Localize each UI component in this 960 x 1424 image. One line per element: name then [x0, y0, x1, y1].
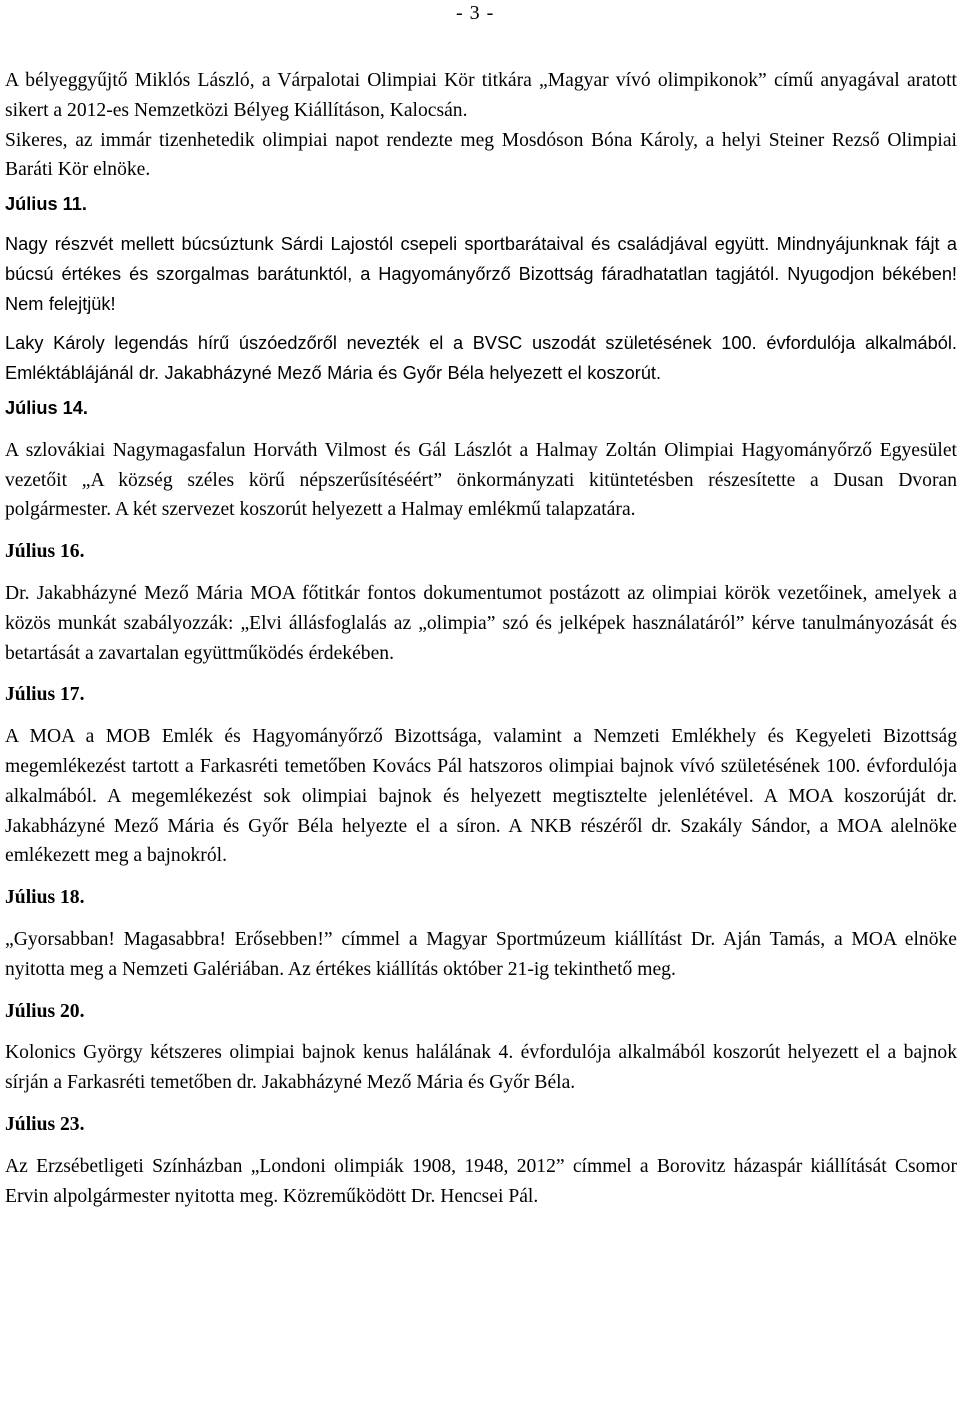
date-heading-july-18: Július 18. — [5, 887, 85, 909]
page-number: - 3 - — [456, 2, 495, 24]
paragraph-condolence: Nagy részvét mellett búcsúztunk Sárdi Lajostól csepeli sportbarátaival és családjával együtt. Mindnyájunknak fájt a búcsú értékes és szorgalmas barátunktól, a Hagyományőrző Bizottság fáradhatatlan tagjától. Nyugodjon békében! Nem felejtjük! — [5, 233, 957, 314]
date-heading-july-17: Július 17. — [5, 684, 85, 706]
date-heading-july-20: Július 20. — [5, 1000, 85, 1022]
paragraph-moa-document: Dr. Jakabházyné Mező Mária MOA főtitkár fontos dokumentumot postázott az olimpiai körök vezetőinek, amelyek a közös munkát szabályozzák: „Elvi állásfoglalás az „olimpia” szó és jelképek használatáról” kérve tanulmányozását és betartását a zavartalan együttműködés érdekében. — [5, 582, 957, 664]
paragraph-stamp-collector: A bélyeggyűjtő Miklós László, a Várpalotai Olimpiai Kör titkára „Magyar vívó olimpikonok” című anyagával aratott sikert a 2012-es Nemzetközi Bélyeg Kiállításon, Kalocsán. — [5, 70, 957, 121]
paragraph-london-olympics-exhibition: Az Erzsébetligeti Színházban „Londoni olimpiák 1908, 1948, 2012” címmel a Borovitz házaspár kiállítását Csomor Ervin alpolgármester nyitotta meg. Közreműködött Dr. Hencsei Pál. — [5, 1155, 957, 1207]
date-heading-july-23: Július 23. — [5, 1113, 85, 1135]
paragraph-kovacs-pal-memorial: A MOA a MOB Emlék és Hagyományőrző Bizottsága, valamint a Nemzeti Emlékhely és Kegyeleti Bizottság megemlékezést tartott a Farkasréti temetőben Kovács Pál hatszoros olimpiai bajnok vívó születésének 100. évfordulója alkalmából. A megemlékezést sok olimpiai bajnok és helyezett megtisztelte jelenlétével. A MOA koszorúját dr. Jakabházyné Mező Mária és Győr Béla helyezte el a síron. A NKB részéről dr. Szakály Sándor, a MOA alelnöke emlékezett meg a bajnokról. — [5, 726, 957, 867]
paragraph-bvsc-pool: Laky Károly legendás hírű úszóedzőről nevezték el a BVSC uszodát születésének 100. évfordulója alkalmából. Emléktáblájánál dr. Jakabházyné Mező Mária és Győr Béla helyezett el koszorút. — [5, 333, 957, 384]
date-heading-july-11: Július 11. — [5, 194, 87, 215]
date-heading-july-14: Július 14. — [5, 397, 88, 418]
paragraph-kolonics-memorial: Kolonics György kétszeres olimpiai bajnok kenus halálának 4. évfordulója alkalmából koszorút helyezett el a bajnok sírján a Farkasréti temetőben dr. Jakabházyné Mező Mária és Győr Béla. — [5, 1042, 957, 1094]
date-heading-july-16: Július 16. — [5, 541, 85, 563]
document-body — [5, 66, 957, 1211]
paragraph-olympic-day: Sikeres, az immár tizenhetedik olimpiai napot rendezte meg Mosdóson Bóna Károly, a helyi Steiner Rezső Olimpiai Baráti Kör elnöke. — [5, 129, 957, 181]
paragraph-sport-museum-exhibition: „Gyorsabban! Magasabbra! Erősebben!” címmel a Magyar Sportmúzeum kiállítást Dr. Aján Tamás, a MOA elnöke nyitotta meg a Nemzeti Galériában. Az értékes kiállítás október 21-ig tekinthető meg. — [5, 928, 957, 980]
paragraph-slovakia-award: A szlovákiai Nagymagasfalun Horváth Vilmost és Gál Lászlót a Halmay Zoltán Olimpiai Hagyományőrző Egyesület vezetőit „A község széles körű népszerűsítéséért” önkormányzati kitüntetésben részesítette a Dusan Dvoran polgármester. A két szervezet koszorút helyezett a Halmay emlékmű talapzatára. — [5, 439, 957, 521]
